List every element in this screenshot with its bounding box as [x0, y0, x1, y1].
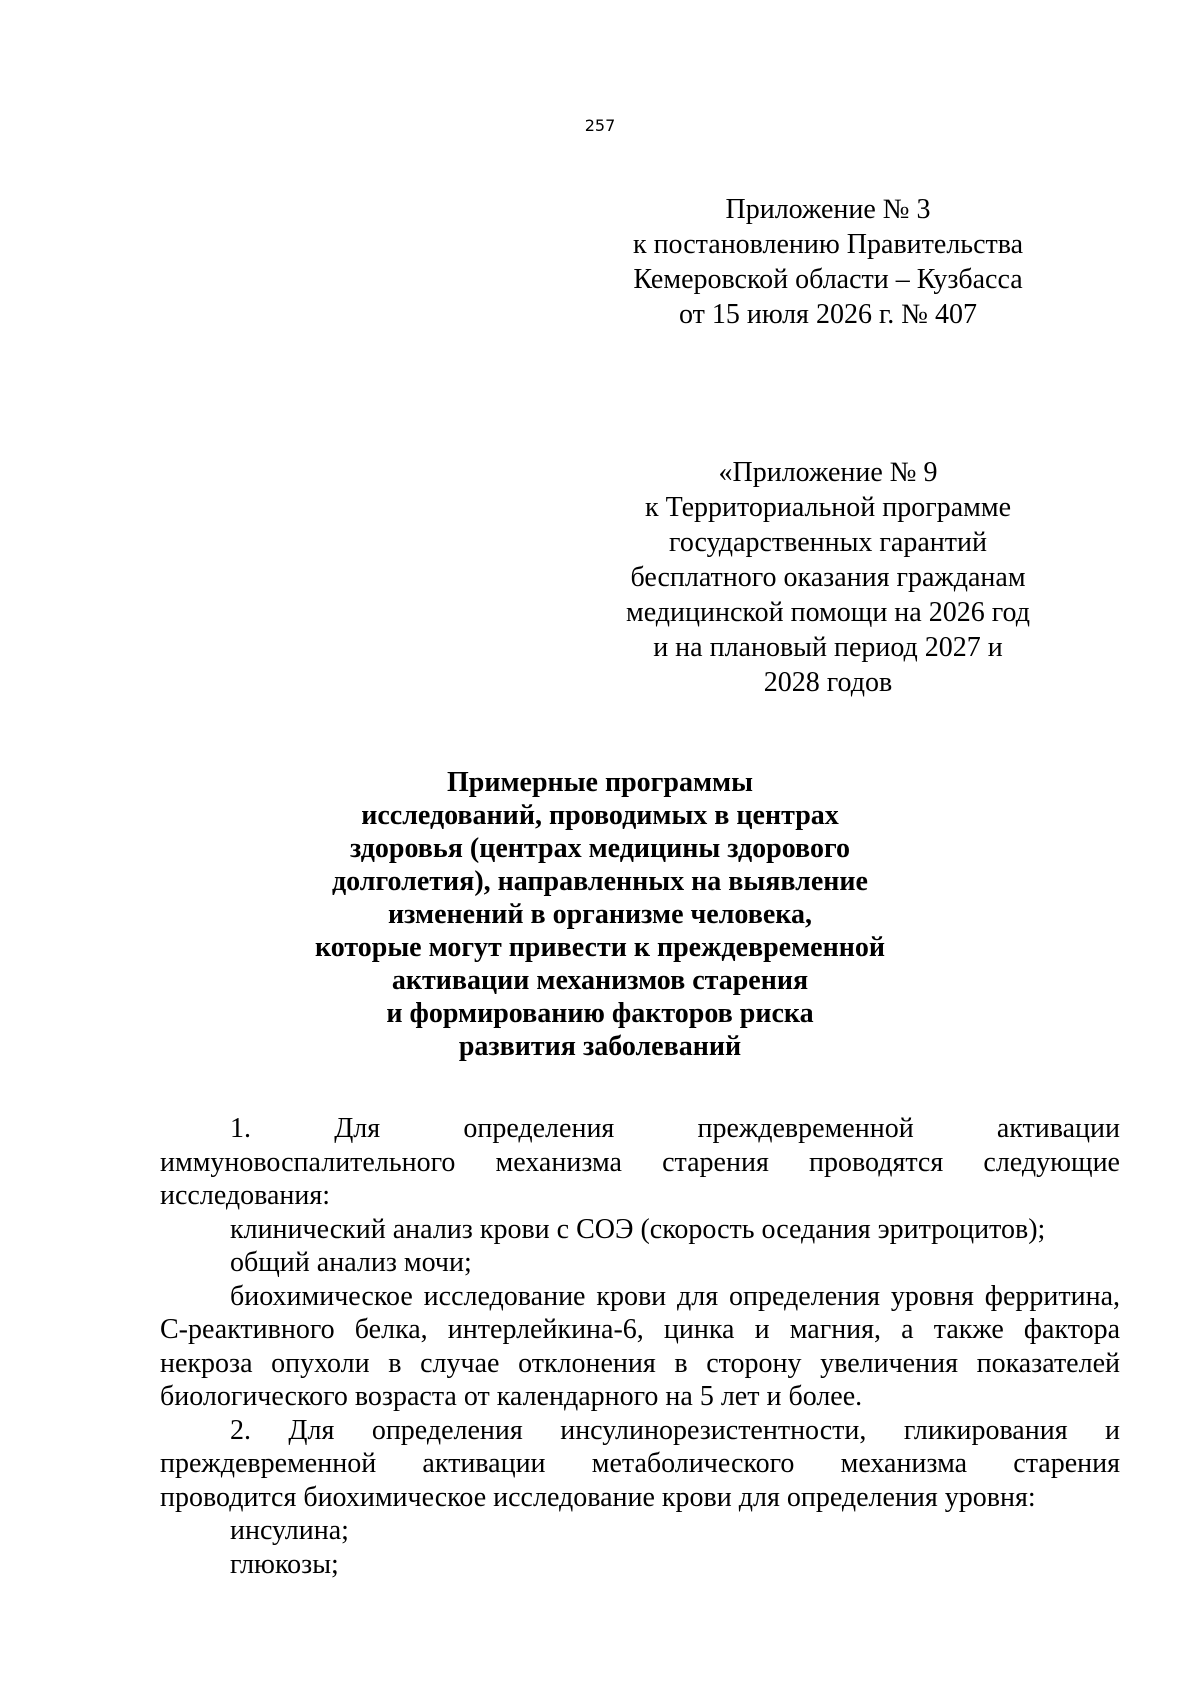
- appendix-line: и на плановый период 2027 и: [653, 632, 1003, 663]
- approval-line: Кемеровской области – Кузбасса: [633, 264, 1023, 295]
- title-line: Примерные программы: [447, 767, 753, 798]
- body-line: биохимическое исследование крови для определения уровня ферритина,: [230, 1280, 1120, 1312]
- title-line: активации механизмов старения: [391, 965, 809, 996]
- body-line: некроза опухоли в случае отклонения в сторону увеличения показателей: [160, 1347, 1120, 1379]
- appendix-line: 2028 годов: [763, 667, 893, 698]
- title-line: долголетия), направленных на выявление: [332, 866, 868, 897]
- document-title: [160, 766, 1040, 1063]
- approval-line: к постановлению Правительства: [632, 229, 1024, 260]
- body-line: иммуновоспалительного механизма старения проводятся следующие: [160, 1146, 1120, 1178]
- body-line: С-реактивного белка, интерлейкина-6, цинка и магния, а также фактора: [160, 1314, 1120, 1345]
- appendix-line: бесплатного оказания гражданам: [630, 562, 1026, 593]
- title-line: здоровья (центрах медицины здорового: [350, 833, 850, 864]
- approval-line: от 15 июля 2026 г. № 407: [679, 299, 977, 330]
- body-line: биологического возраста от календарного на 5 лет и более.: [160, 1381, 863, 1412]
- body-line: проводится биохимическое исследование крови для определения уровня:: [160, 1481, 1036, 1513]
- document-body: [160, 1112, 1120, 1581]
- title-line: изменений в организме человека,: [388, 899, 812, 930]
- approval-line: Приложение № 3: [725, 194, 931, 225]
- body-line: клинический анализ крови с СОЭ (скорость оседания эритроцитов);: [230, 1213, 1046, 1245]
- body-line: исследования:: [160, 1180, 331, 1211]
- appendix-line: государственных гарантий: [669, 527, 987, 558]
- body-line: общий анализ мочи;: [230, 1247, 472, 1278]
- body-line: глюкозы;: [230, 1548, 339, 1580]
- title-line: которые могут привести к преждевременной: [314, 932, 886, 963]
- approval-stamp-block: [610, 192, 1046, 332]
- appendix-line: «Приложение № 9: [718, 457, 938, 488]
- body-line: 1. Для определения преждевременной активации: [230, 1113, 1120, 1144]
- body-line: 2. Для определения инсулинорезистентности, гликирования и: [230, 1414, 1120, 1446]
- body-line: инсулина;: [230, 1515, 349, 1546]
- title-line: и формированию факторов риска: [386, 998, 814, 1029]
- body-line: преждевременной активации метаболического механизма старения: [160, 1448, 1120, 1479]
- appendix-line: медицинской помощи на 2026 год: [626, 597, 1030, 628]
- title-line: развития заболеваний: [458, 1031, 742, 1062]
- page-number: 257: [584, 116, 616, 135]
- title-line: исследований, проводимых в центрах: [361, 800, 839, 831]
- appendix-line: к Территориальной программе: [644, 492, 1012, 523]
- appendix-reference-block: [610, 455, 1046, 700]
